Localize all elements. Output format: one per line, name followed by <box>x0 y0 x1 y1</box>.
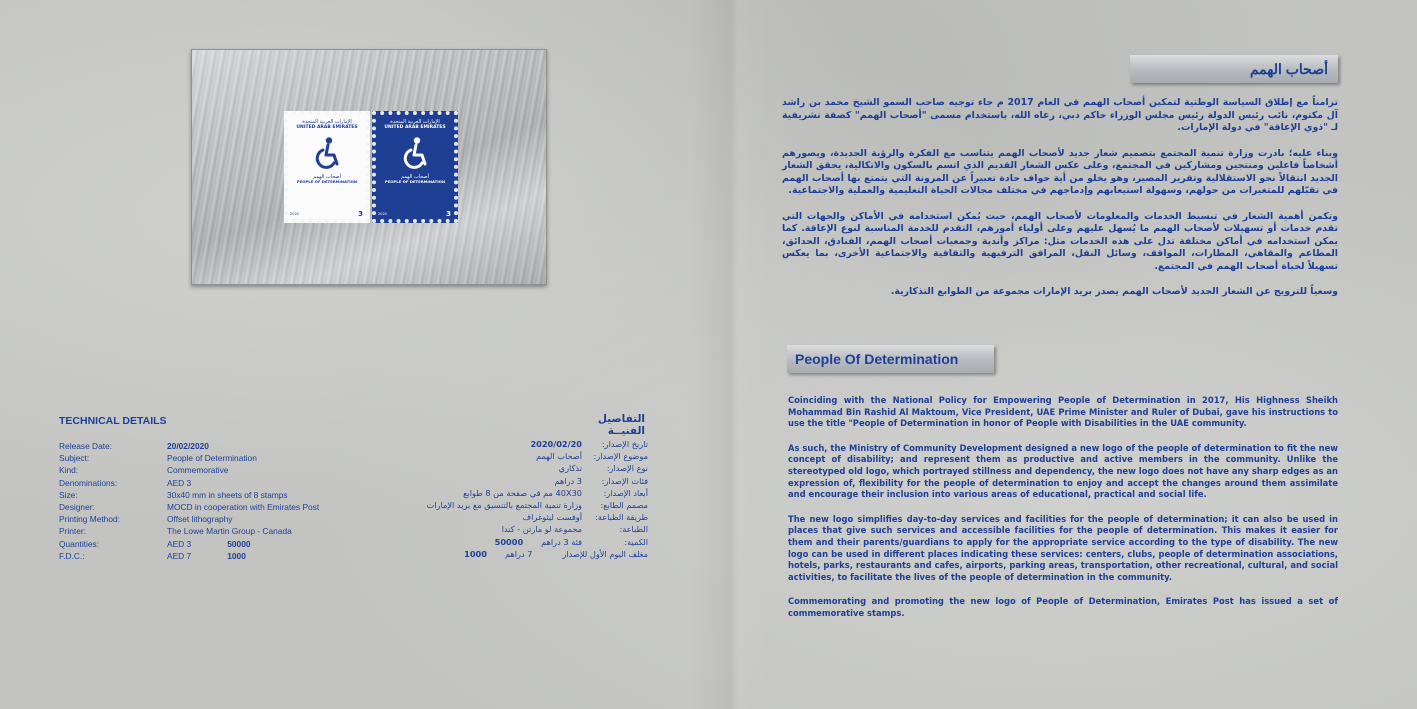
tech-value-qty: 1000 <box>227 550 246 561</box>
stamp-title-en: PEOPLE OF DETERMINATION <box>384 179 446 184</box>
stamp-country-ar: الإمارات العربية المتحدة <box>302 119 352 125</box>
tech-row-quantities <box>59 538 319 550</box>
stamp-year: 2020 <box>290 212 299 216</box>
tech-label-ar: الطباعة: <box>619 524 648 535</box>
stamp-denomination: 3 <box>358 210 363 218</box>
tech-value: AED 3 <box>167 538 192 549</box>
arabic-paragraph: وسعياً للترويج عن الشعار الجديد لأصحاب الهمم يصدر بريد الإمارات مجموعة من الطوابع التذكارية. <box>890 286 1338 297</box>
tech-value-qty: 50000 <box>227 538 251 549</box>
stamp-sheet <box>191 49 547 285</box>
arabic-paragraph: تزامناً مع إطلاق السياسة الوطنية لتمكين أصحاب الهمم في العام 2017 م جاء توجيه صاحب السمو الشيخ محمد بن راشد آل مكتوم، نائب رئيس الدولة رئيس مجلس الوزراء حاكم دبي، رعاه الله، باستخدام مسمى "أصحاب الهمم" كصفة تشريفية لـ "ذوي الإعاقة" في دولة الإمارات. <box>782 97 1338 133</box>
tech-value-ar: تذكاري <box>558 463 582 474</box>
tech-row-ar <box>390 487 648 499</box>
tech-value-ar: 40X30 مم في صفحة من 8 طوابع <box>463 487 582 498</box>
technical-details-title-ar: التفاصيل الفنيــة <box>597 413 645 437</box>
page-fold <box>690 0 770 709</box>
technical-details-en <box>59 440 319 562</box>
stamp-title-ar: أصحاب الهمم <box>312 174 342 180</box>
tech-label: F.D.C.: <box>59 550 85 561</box>
tech-value: 30x40 mm in sheets of 8 stamps <box>167 489 288 500</box>
tech-value: People of Determination <box>167 453 257 464</box>
tech-row-ar <box>390 511 648 523</box>
tech-value-ar: أصحاب الهمم <box>535 451 582 462</box>
arabic-heading-banner <box>1130 55 1338 83</box>
tech-row-denominations <box>59 477 319 489</box>
tech-label-ar: الكمية: <box>624 536 648 547</box>
tech-label: Quantities: <box>59 538 100 549</box>
tech-label: Printer: <box>59 526 86 537</box>
english-paragraph: Coinciding with the National Policy for Empowering People of Determination in 2017, His Highness Sheikh Mohammad Bin Rashid Al Maktoum, Vice President, UAE Prime Minister and Ruler of Dubai, gave his instructions to use the title "People of Determination in honor of People with Disabilities in the UAE community. <box>788 395 1338 429</box>
tech-label-ar: تاريخ الإصدار: <box>601 439 648 449</box>
tech-label-ar: مغلف اليوم الأول للإصدار <box>562 548 648 559</box>
tech-row-ar <box>390 450 648 462</box>
stamp-white <box>284 111 370 223</box>
tech-value-ar: وزارة تنمية المجتمع بالتنسيق مع بريد الإمارات <box>426 499 582 510</box>
tech-label-ar: موضوع الإصدار: <box>593 451 648 462</box>
stamp-denomination: 3 <box>446 210 451 218</box>
tech-value-qty-ar: 1000 <box>464 548 487 559</box>
tech-value-ar: 2020/02/20 <box>530 439 582 449</box>
tech-value-ar: أوفست ليثوغراف <box>522 512 582 523</box>
tech-value: The Lowe Martin Group - Canada <box>167 526 292 537</box>
tech-label-ar: أبعاد الإصدار: <box>603 487 648 498</box>
tech-value-ar: مجموعة لو مارتن - كندا <box>501 524 582 535</box>
wheelchair-icon <box>398 136 432 170</box>
arabic-paragraph: وتكمن أهمية الشعار في تبسيط الخدمات والمعلومات لأصحاب الهمم، حيث يُمكن استخدامه في الأماكن والجهات التي تقدم خدمات أو تسهيلات لأصحاب الهمم ما يُسهل عليهم وعلى أولياء أمورهم، التقدم للخدمة المناسبة لنوع الإعاقة. كما يمكن استخدامه في أماكن مختلفة تدل على هذه الخدمات مثل: مراكز وأندية وجمعيات أصحاب الهمم، الفنادق، الحدائق، المطاعم والمقاهي، المطارات، المواقف، وسائل النقل، المرافق الترفيهية والثقافية والاجتماعية الأخرى، بما يعكس تسهيلاً لحياة أصحاب الهمم في المجتمع. <box>782 210 1338 272</box>
tech-value: AED 7 <box>167 550 192 561</box>
tech-row-printing-method <box>59 513 319 525</box>
tech-row-kind <box>59 464 319 476</box>
stamp-country-ar: الإمارات العربية المتحدة <box>390 119 440 125</box>
stamp-title-en: PEOPLE OF DETERMINATION <box>296 179 358 184</box>
tech-value-ar: 3 دراهم <box>554 475 582 486</box>
tech-row-ar <box>390 462 648 474</box>
tech-label: Subject: <box>59 453 90 464</box>
tech-label: Denominations: <box>59 477 118 488</box>
stamp-country-en: UNITED ARAB EMIRATES <box>296 125 358 130</box>
tech-value-ar: 7 دراهم <box>504 548 533 559</box>
technical-details-title: TECHNICAL DETAILS <box>59 415 167 427</box>
tech-label: Release Date: <box>59 441 113 451</box>
tech-value-qty-ar: 50000 <box>494 536 524 547</box>
english-heading: People Of Determination <box>795 351 959 367</box>
tech-row-ar <box>390 499 648 511</box>
tech-row-size <box>59 489 319 501</box>
tech-value: Commemorative <box>167 465 229 476</box>
arabic-body <box>782 97 1338 312</box>
tech-label-ar: نوع الإصدار: <box>606 463 648 474</box>
arabic-heading: أصحاب الهمم <box>1249 61 1328 77</box>
tech-label: Size: <box>59 489 78 500</box>
tech-row-ar <box>390 438 648 450</box>
tech-row-printer <box>59 525 319 537</box>
english-paragraph: Commemorating and promoting the new logo of People of Determination, Emirates Post has issued a set of commemorative stamps. <box>788 596 1338 618</box>
wheelchair-icon <box>310 136 344 170</box>
english-paragraph: The new logo simplifies day-to-day services and facilities for the people of determination; it can also be used in places that give such services and accessible facilities for the people of determination. This makes it easier for them and their parents/guardians to apply for the appropriate service according to the type of disability. The new logo can be used in different places indicating these services: centers, clubs, people of determination associations, hotels, parks, restaurants and cafes, airports, parking areas, transportation, other recreational, cultural, and social activities, to facilitate the lives of the people of determination in the community. <box>788 513 1338 582</box>
tech-row-ar <box>390 548 648 560</box>
tech-row-subject <box>59 452 319 464</box>
tech-row-ar <box>390 536 648 548</box>
technical-details-ar <box>390 438 648 560</box>
tech-value: 20/02/2020 <box>167 441 209 451</box>
tech-value-ar: فئة 3 دراهم <box>541 536 582 547</box>
english-heading-banner <box>787 345 994 373</box>
tech-row-fdc <box>59 550 319 562</box>
stamp-year: 2020 <box>378 212 387 216</box>
english-body <box>788 395 1338 633</box>
tech-label: Printing Method: <box>59 514 120 525</box>
tech-value: Offset lithography <box>167 514 233 525</box>
stamp-blue <box>372 111 458 223</box>
tech-label-ar: فئات الإصدار: <box>601 475 648 486</box>
stamp-title-ar: أصحاب الهمم <box>400 174 430 180</box>
tech-value: MOCD in cooperation with Emirates Post <box>167 501 320 512</box>
tech-row-designer <box>59 501 319 513</box>
tech-row-ar <box>390 523 648 535</box>
english-paragraph: As such, the Ministry of Community Development designed a new logo of the people of determination to fit the new concept of disability; and represent them as productive and active members in the community. Unlike the stereotyped old logo, which portrayed stillness and dependency, the new logo does not have any sharp edges as an expression of, flexibility for the people of determination to enjoy and accept the changes around them assimilate and encourage their inclusion into various areas of educational, practical and social life. <box>788 442 1338 500</box>
tech-label: Kind: <box>59 465 79 476</box>
stamp-country-en: UNITED ARAB EMIRATES <box>384 125 446 130</box>
tech-value: AED 3 <box>167 477 192 488</box>
tech-label: Designer: <box>59 501 95 512</box>
tech-label-ar: طريقة الطباعة: <box>595 512 648 523</box>
tech-label-ar: مصمم الطابع: <box>600 499 648 510</box>
tech-row-ar <box>390 475 648 487</box>
arabic-paragraph: وبناء عليه؛ بادرت وزارة تنمية المجتمع بتصميم شعار جديد لأصحاب الهمم يتناسب مع الفكرة والرؤية الجديدة، ويصورهم أشخاصاً فاعلين ومنتجين ومشاركين في المجتمع، وعلى عكس الشعار القديم الذي اتسم بالسكون والاتكالية، يحقق الشعار الجديد انتقالاً نحو الاستقلالية وتقرير المصير، وهو يخلو من أية حواف حادة تعبيراً عن المرونة التي يتمتع بها أصحاب الهمم في تقبّلهم للمتغيرات من حولهم، وسهولة استيعابهم وإدماجهم في مختلف مجالات الحياة التعليمية والعملية والاجتماعية. <box>782 147 1338 196</box>
tech-row-release-date <box>59 440 319 452</box>
